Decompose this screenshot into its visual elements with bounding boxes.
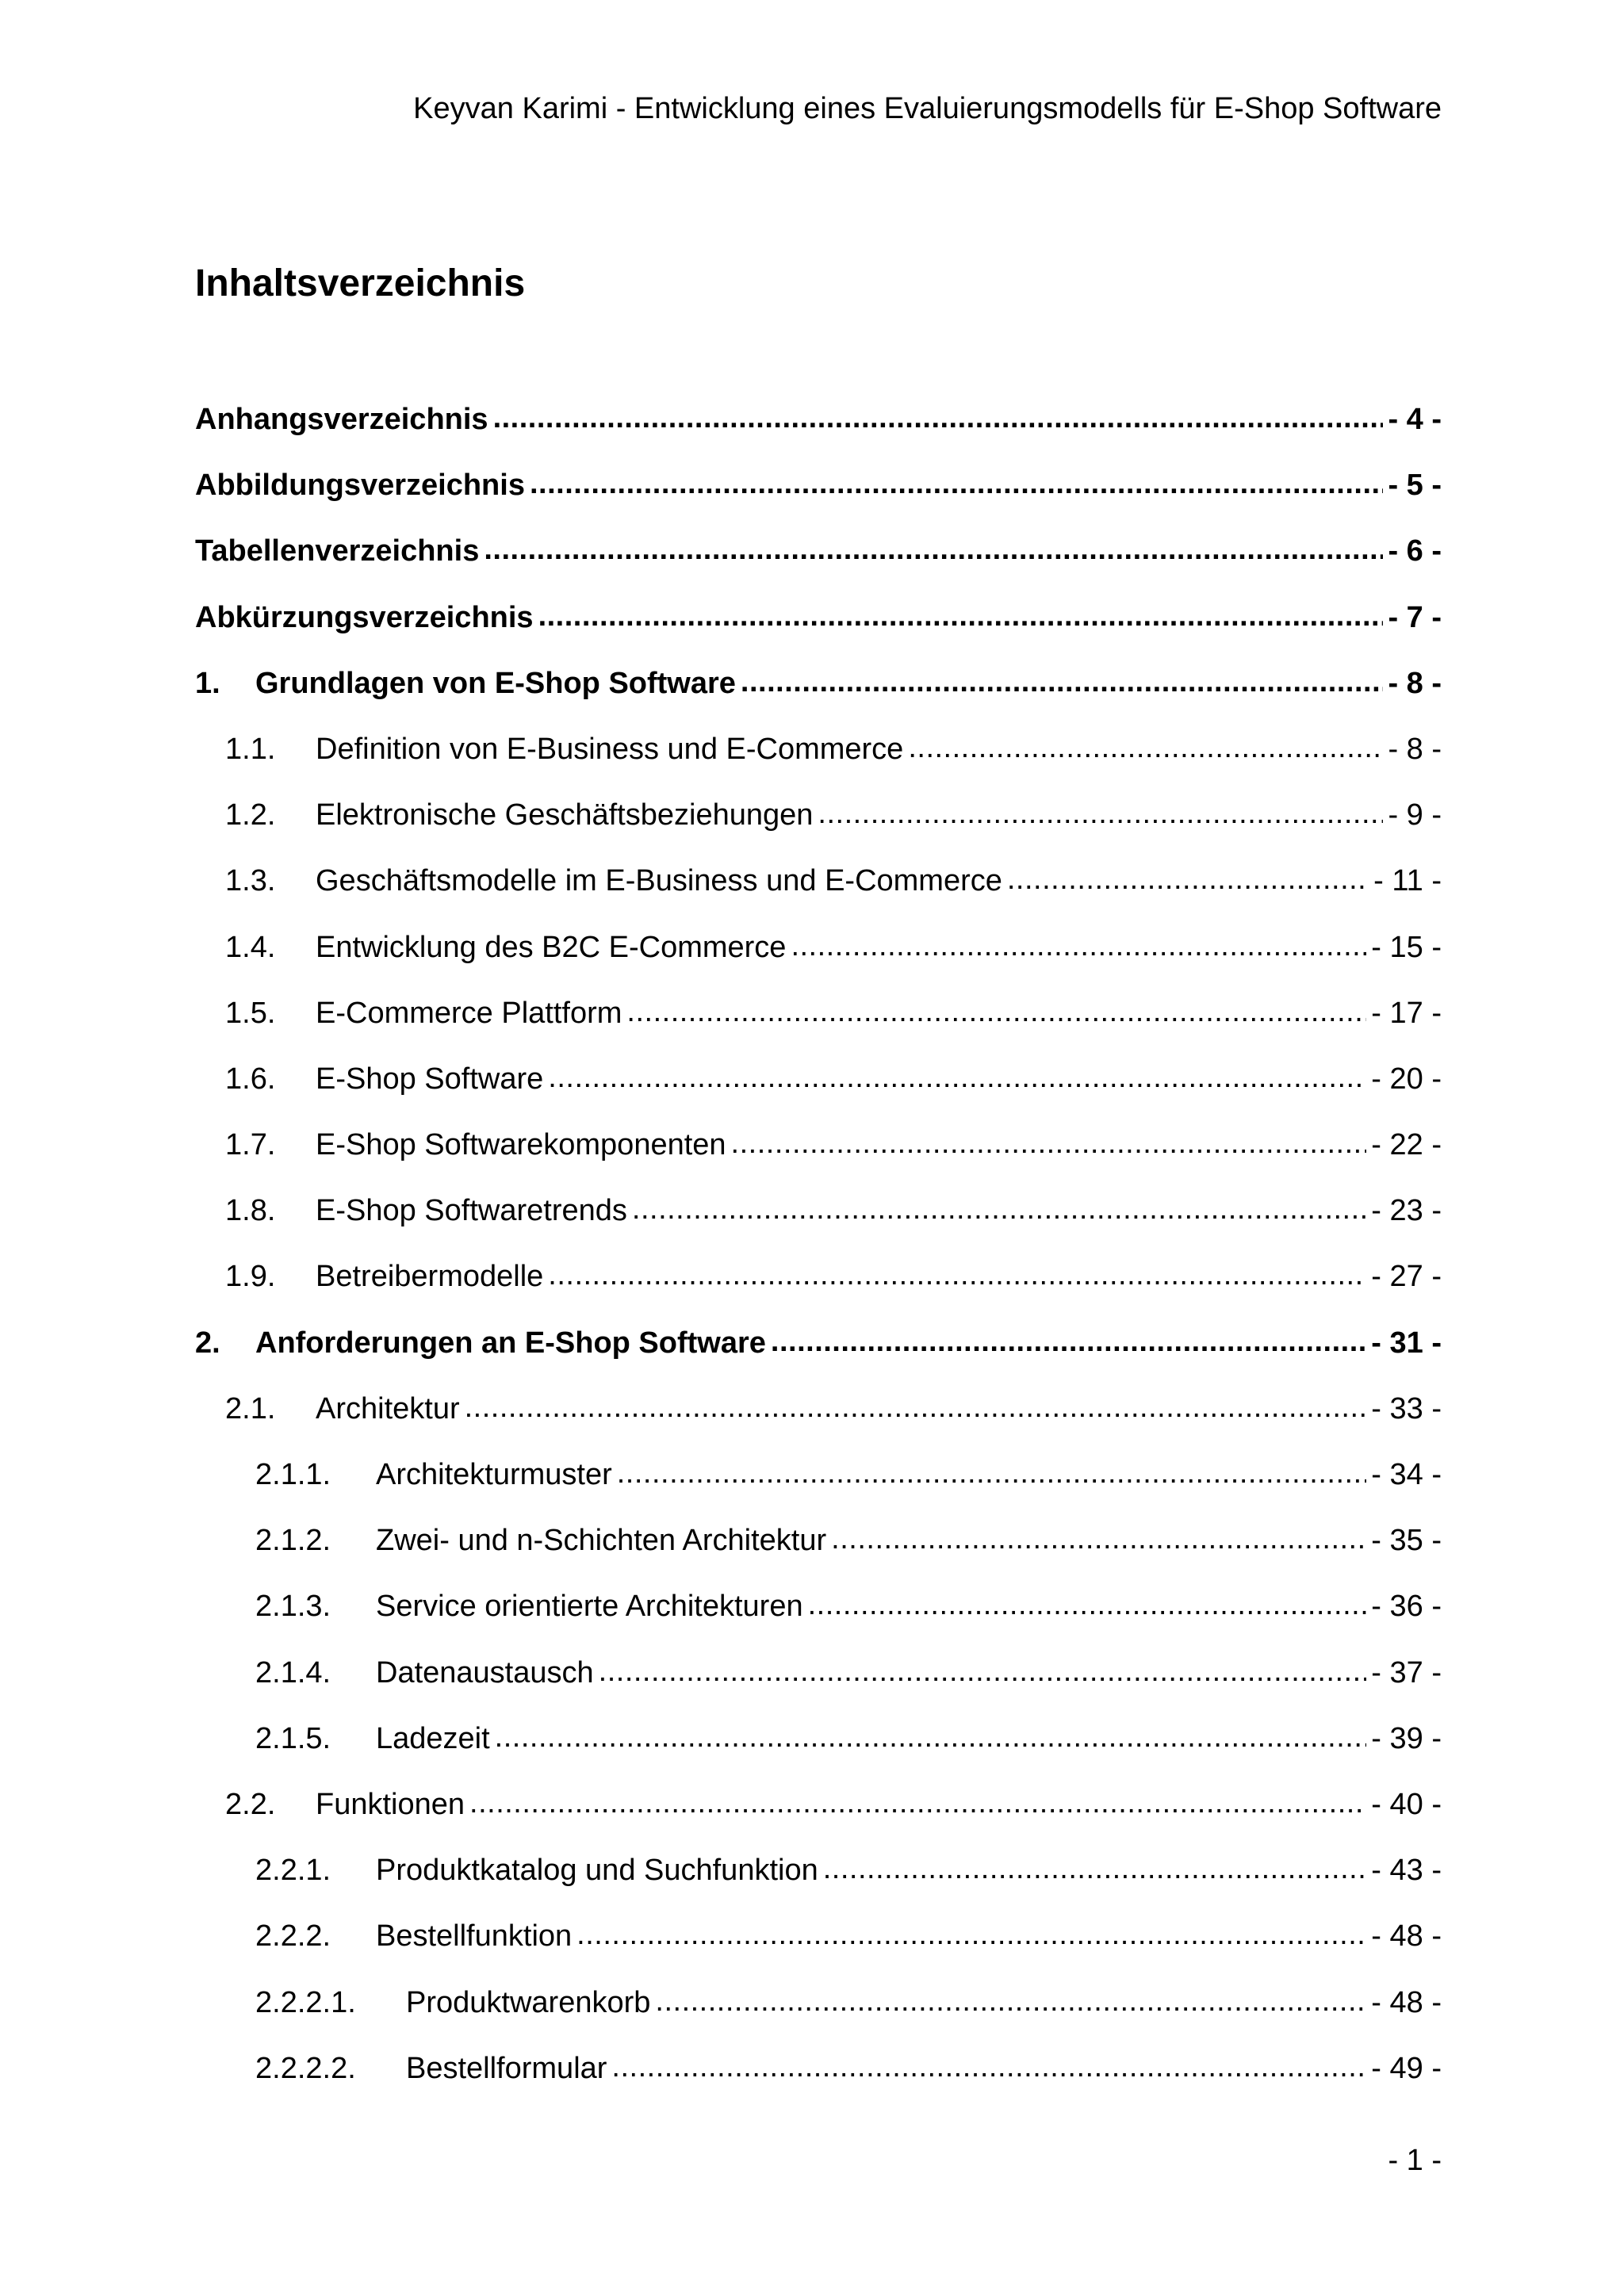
toc-dot-leader (548, 1061, 1366, 1095)
toc-entry[interactable] (195, 1854, 1442, 1919)
toc-dot-leader (741, 665, 1384, 699)
toc-entry-number: 2.2. (225, 1787, 276, 1821)
toc-entry-title: E-Shop Softwarekomponenten (316, 1128, 726, 1162)
toc-entry[interactable] (195, 469, 1442, 534)
toc-entry[interactable] (195, 864, 1442, 930)
toc-dot-leader (493, 401, 1384, 435)
toc-entry-page: - 34 - (1371, 1458, 1442, 1491)
toc-entry[interactable] (195, 403, 1442, 469)
toc-entry-title: Elektronische Geschäftsbeziehungen (316, 798, 814, 832)
toc-entry-title: Betreibermodelle (316, 1260, 544, 1294)
toc-entry-number: 2.2.1. (255, 1854, 331, 1888)
toc-entry[interactable] (195, 931, 1442, 997)
toc-dot-leader (731, 1127, 1367, 1161)
toc-entry[interactable] (195, 798, 1442, 864)
toc-dot-leader (465, 1391, 1367, 1425)
toc-dot-leader (530, 467, 1383, 501)
toc-entry-number: 1.6. (225, 1062, 276, 1096)
toc-entry-page: - 31 - (1371, 1326, 1442, 1360)
toc-entry-page: - 33 - (1371, 1391, 1442, 1425)
toc-entry-title: E-Shop Softwaretrends (316, 1194, 627, 1228)
toc-entry-number: 2.1.3. (255, 1590, 331, 1624)
toc-dot-leader (771, 1325, 1366, 1359)
toc-entry-title: Architektur (316, 1391, 460, 1425)
toc-entry-page: - 17 - (1371, 996, 1442, 1030)
toc-entry[interactable] (195, 1788, 1442, 1854)
toc-entry-page: - 8 - (1388, 666, 1442, 700)
toc-entry-number: 2.1.2. (255, 1524, 331, 1558)
toc-entry-page: - 20 - (1371, 1062, 1442, 1096)
toc-entry-title: Definition von E-Business und E-Commerce (316, 732, 904, 766)
toc-entry-number: 1.2. (225, 798, 276, 832)
toc-entry-page: - 8 - (1388, 732, 1442, 766)
toc-entry[interactable] (195, 1458, 1442, 1524)
toc-entry-page: - 40 - (1371, 1787, 1442, 1821)
toc-entry-page: - 4 - (1388, 403, 1442, 436)
toc-entry-title: E-Shop Software (316, 1062, 544, 1096)
toc-entry-number: 2.2.2.1. (255, 1985, 356, 2019)
toc-entry-title: E-Commerce Plattform (316, 996, 622, 1030)
toc-entry-title: Abbildungsverzeichnis (195, 469, 525, 503)
toc-entry-page: - 11 - (1373, 864, 1442, 898)
toc-entry-page: - 6 - (1388, 534, 1442, 568)
toc-entry-title: Zwei- und n-Schichten Architektur (376, 1524, 827, 1558)
toc-entry-title: Bestellfunktion (376, 1919, 573, 1954)
toc-entry-number: 1. (195, 666, 220, 700)
toc-entry-title: Architekturmuster (376, 1458, 612, 1491)
toc-title: Inhaltsverzeichnis (195, 262, 526, 304)
toc-entry[interactable] (195, 997, 1442, 1062)
toc-entry-title: Entwicklung des B2C E-Commerce (316, 930, 787, 964)
toc-dot-leader (808, 1588, 1367, 1622)
toc-entry[interactable] (195, 1919, 1442, 1985)
toc-dot-leader (1007, 863, 1369, 897)
toc-entry-page: - 36 - (1371, 1590, 1442, 1624)
toc-entry-page: - 7 - (1388, 600, 1442, 634)
toc-entry-number: 1.9. (225, 1260, 276, 1294)
toc-dot-leader (818, 797, 1383, 831)
toc-entry-number: 2. (195, 1326, 220, 1360)
toc-entry[interactable] (195, 1260, 1442, 1326)
toc-entry-page: - 15 - (1371, 930, 1442, 964)
toc-entry[interactable] (195, 1656, 1442, 1722)
toc-dot-leader (626, 995, 1366, 1029)
toc-entry[interactable] (195, 1986, 1442, 2052)
toc-entry-page: - 35 - (1371, 1524, 1442, 1558)
toc-dot-leader (548, 1258, 1366, 1292)
toc-dot-leader (469, 1786, 1366, 1820)
table-of-contents (195, 403, 1442, 2118)
toc-entry[interactable] (195, 733, 1442, 798)
toc-entry-number: 2.2.2.2. (255, 2051, 356, 2085)
toc-dot-leader (611, 2050, 1366, 2084)
toc-dot-leader (831, 1522, 1366, 1556)
toc-entry-title: Produktwarenkorb (406, 1985, 651, 2019)
toc-entry-title: Ladezeit (376, 1721, 490, 1755)
toc-dot-leader (655, 1984, 1366, 2019)
toc-entry-number: 2.1.1. (255, 1458, 331, 1491)
toc-dot-leader (908, 731, 1383, 765)
toc-entry-number: 1.4. (225, 930, 276, 964)
toc-entry-title: Datenaustausch (376, 1655, 594, 1689)
toc-entry-number: 2.2.2. (255, 1919, 331, 1954)
toc-entry-number: 2.1. (225, 1391, 276, 1425)
toc-entry[interactable] (195, 1326, 1442, 1392)
toc-entry[interactable] (195, 1062, 1442, 1128)
toc-entry[interactable] (195, 1590, 1442, 1655)
toc-entry[interactable] (195, 2052, 1442, 2118)
toc-entry[interactable] (195, 1524, 1442, 1590)
toc-entry-title: Produktkatalog und Suchfunktion (376, 1854, 818, 1888)
toc-dot-leader (791, 929, 1366, 963)
toc-entry-title: Bestellformular (406, 2051, 607, 2085)
toc-entry-page: - 43 - (1371, 1854, 1442, 1888)
toc-entry-number: 2.1.5. (255, 1721, 331, 1755)
toc-entry-page: - 23 - (1371, 1194, 1442, 1228)
toc-entry[interactable] (195, 1722, 1442, 1788)
toc-entry-number: 1.8. (225, 1194, 276, 1228)
toc-entry-title: Anforderungen an E-Shop Software (255, 1326, 766, 1360)
toc-entry[interactable] (195, 667, 1442, 733)
toc-entry-title: Tabellenverzeichnis (195, 534, 480, 568)
toc-dot-leader (484, 533, 1383, 567)
toc-entry-number: 1.3. (225, 864, 276, 898)
toc-dot-leader (538, 599, 1384, 633)
toc-entry-page: - 22 - (1371, 1128, 1442, 1162)
toc-entry-title: Grundlagen von E-Shop Software (255, 666, 736, 700)
toc-entry-title: Funktionen (316, 1787, 465, 1821)
toc-entry-title: Abkürzungsverzeichnis (195, 600, 534, 634)
running-header: Keyvan Karimi - Entwicklung eines Evaluierungsmodells für E-Shop Software (413, 92, 1442, 125)
toc-entry[interactable] (195, 1392, 1442, 1458)
toc-entry[interactable] (195, 534, 1442, 600)
toc-entry[interactable] (195, 1128, 1442, 1194)
toc-dot-leader (823, 1852, 1367, 1886)
toc-dot-leader (495, 1720, 1367, 1755)
toc-entry-number: 1.5. (225, 996, 276, 1030)
toc-entry-title: Anhangsverzeichnis (195, 403, 488, 436)
toc-entry-number: 1.1. (225, 732, 276, 766)
toc-dot-leader (632, 1192, 1366, 1226)
toc-dot-leader (576, 1918, 1366, 1952)
toc-dot-leader (599, 1655, 1367, 1689)
toc-entry-number: 1.7. (225, 1128, 276, 1162)
toc-entry-page: - 9 - (1388, 798, 1442, 832)
toc-dot-leader (617, 1456, 1367, 1490)
page-number: - 1 - (1388, 2144, 1442, 2177)
toc-entry[interactable] (195, 601, 1442, 667)
toc-entry-page: - 49 - (1371, 2051, 1442, 2085)
toc-entry-number: 2.1.4. (255, 1655, 331, 1689)
toc-entry-title: Service orientierte Architekturen (376, 1590, 803, 1624)
toc-entry-page: - 27 - (1371, 1260, 1442, 1294)
toc-entry-page: - 5 - (1388, 469, 1442, 503)
toc-entry-page: - 39 - (1371, 1721, 1442, 1755)
toc-entry-page: - 48 - (1371, 1985, 1442, 2019)
toc-entry-page: - 37 - (1371, 1655, 1442, 1689)
toc-entry-title: Geschäftsmodelle im E-Business und E-Commerce (316, 864, 1002, 898)
toc-entry-page: - 48 - (1371, 1919, 1442, 1954)
toc-entry[interactable] (195, 1194, 1442, 1260)
